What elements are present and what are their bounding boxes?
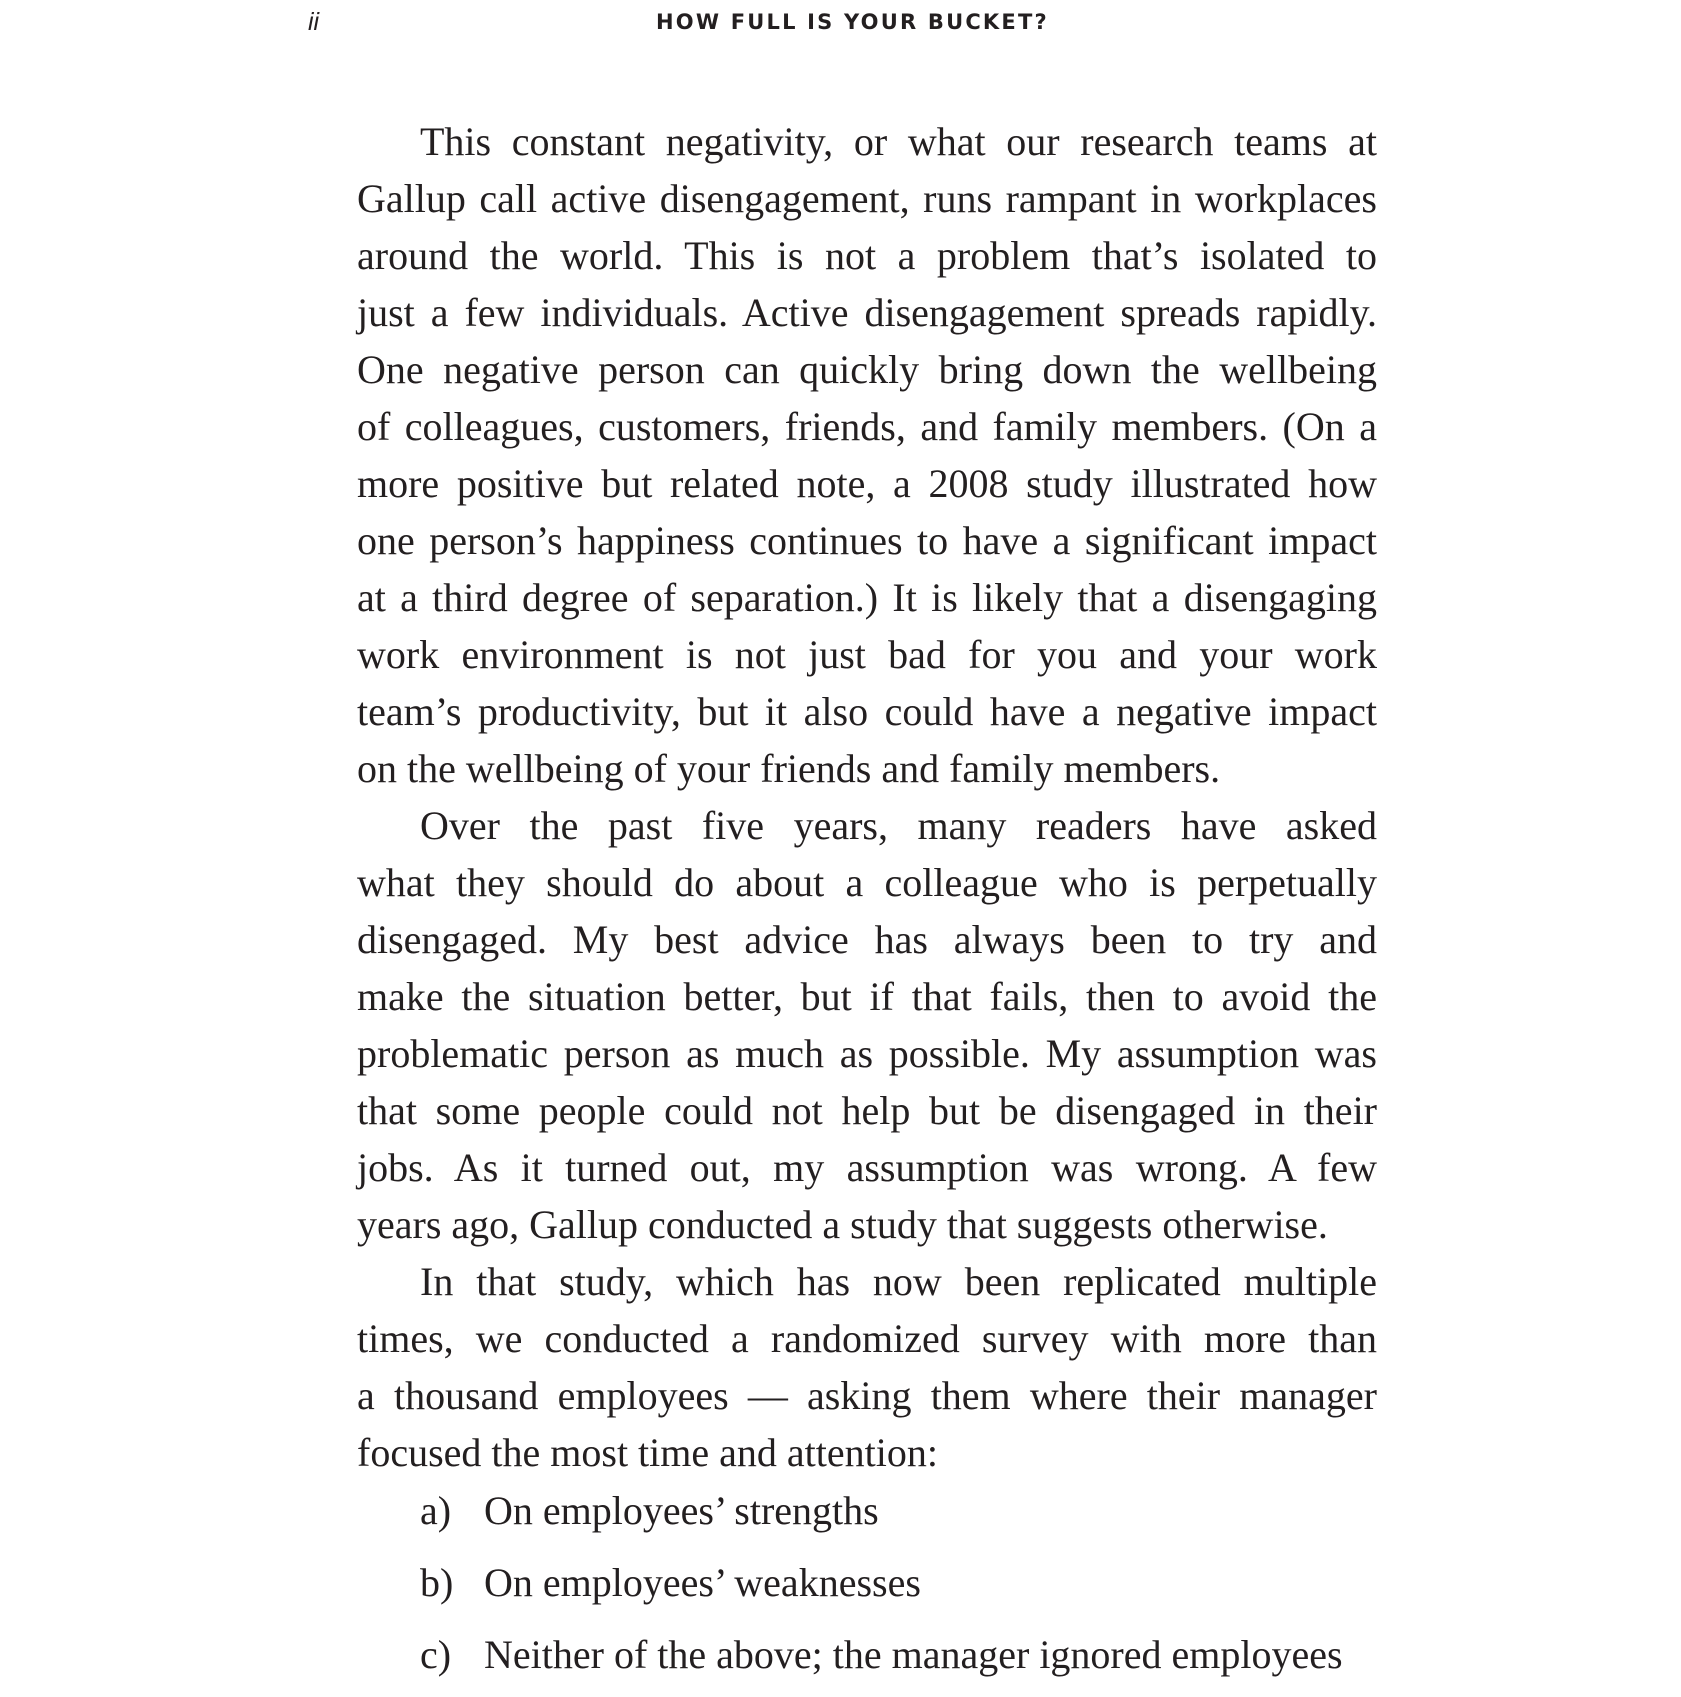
text-line: years ago, Gallup conducted a study that suggests otherwise. <box>357 1202 1328 1247</box>
text-line: a thousand employees — asking them where their manager <box>357 1373 1377 1418</box>
text-line: work environment is not just bad for you and your work <box>357 632 1377 677</box>
answer-options-list <box>420 1481 1343 1697</box>
text-line: problematic person as much as possible. My assumption was <box>357 1031 1377 1076</box>
body-text <box>357 113 1377 1481</box>
text-line: In that study, which has now been replicated multiple <box>420 1259 1377 1304</box>
list-marker: b) <box>420 1560 454 1605</box>
book-title: HOW FULL IS YOUR BUCKET? <box>656 10 1049 34</box>
list-item-text: On employees’ strengths <box>484 1488 879 1533</box>
text-line: just a few individuals. Active disengagement spreads rapidly. <box>357 290 1377 335</box>
list-marker: c) <box>420 1632 452 1677</box>
text-line: team’s productivity, but it also could have a negative impact <box>357 689 1377 734</box>
list-item-text: Neither of the above; the manager ignored employees <box>484 1632 1343 1677</box>
text-line: One negative person can quickly bring down the wellbeing <box>357 347 1377 392</box>
text-line: more positive but related note, a 2008 study illustrated how <box>357 461 1377 506</box>
text-line: jobs. As it turned out, my assumption was wrong. A few <box>357 1145 1377 1190</box>
text-line: one person’s happiness continues to have a significant impact <box>357 518 1377 563</box>
running-head <box>0 4 1681 44</box>
list-item <box>420 1481 1343 1553</box>
page-number: ii <box>308 8 320 36</box>
text-line: around the world. This is not a problem that’s isolated to <box>357 233 1377 278</box>
text-line: make the situation better, but if that fails, then to avoid the <box>357 974 1377 1019</box>
text-line: at a third degree of separation.) It is likely that a disengaging <box>357 575 1377 620</box>
list-marker: a) <box>420 1488 452 1533</box>
list-item <box>420 1625 1343 1697</box>
text-line: of colleagues, customers, friends, and family members. (On a <box>357 404 1377 449</box>
list-item-text: On employees’ weaknesses <box>484 1560 921 1605</box>
text-line: on the wellbeing of your friends and family members. <box>357 746 1221 791</box>
text-line: what they should do about a colleague who is perpetually <box>357 860 1377 905</box>
text-line: that some people could not help but be disengaged in their <box>357 1088 1377 1133</box>
text-line: Gallup call active disengagement, runs rampant in workplaces <box>357 176 1377 221</box>
text-line: Over the past five years, many readers have asked <box>420 803 1377 848</box>
text-line: disengaged. My best advice has always been to try and <box>357 917 1377 962</box>
text-line: This constant negativity, or what our research teams at <box>420 119 1377 164</box>
text-line: focused the most time and attention: <box>357 1430 938 1475</box>
text-line: times, we conducted a randomized survey with more than <box>357 1316 1377 1361</box>
list-item <box>420 1553 1343 1625</box>
